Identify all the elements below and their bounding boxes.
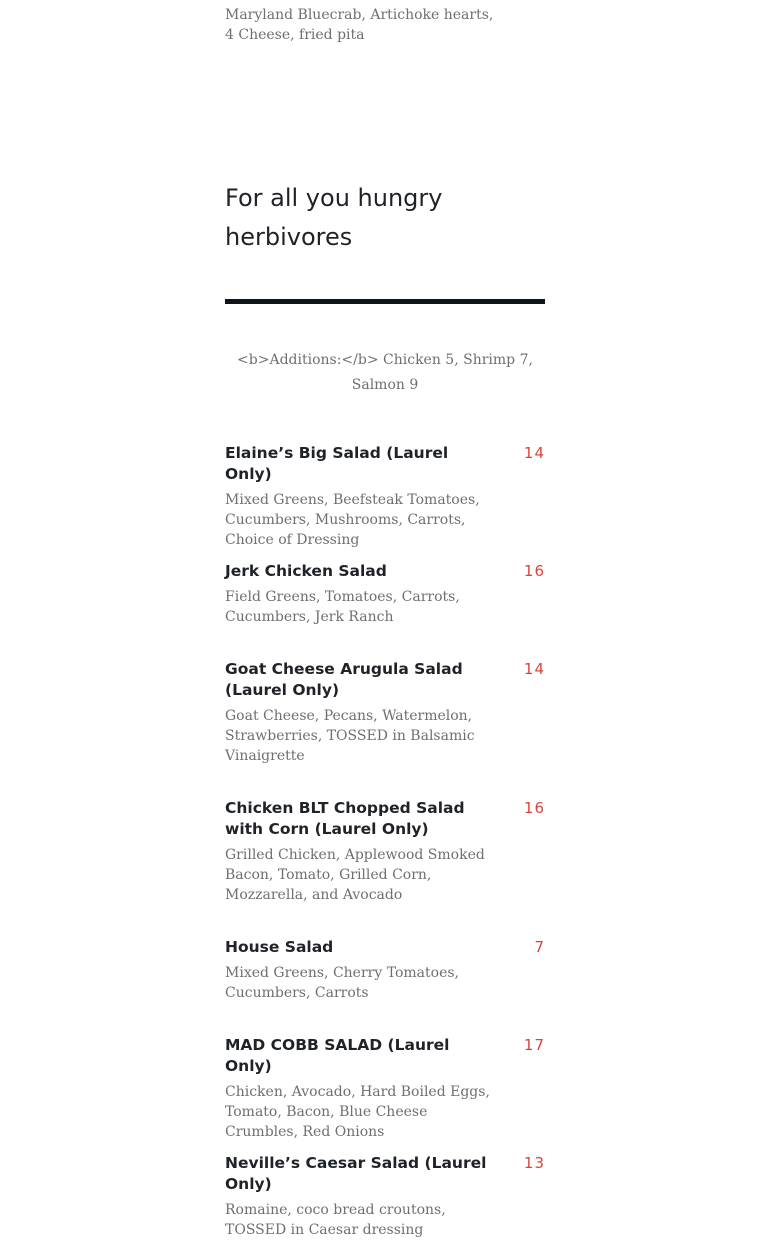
menu-item-name: Chicken BLT Chopped Salad with Corn (Laurel Only): [225, 799, 465, 838]
menu-item-name: Neville’s Caesar Salad (Laurel Only): [225, 1154, 487, 1193]
menu-item-price: 16: [523, 799, 545, 817]
menu-item: [225, 659, 545, 766]
menu-item-description: Field Greens, Tomatoes, Carrots, Cucumbers, Jerk Ranch: [225, 589, 460, 625]
menu-item-description: Chicken, Avocado, Hard Boiled Eggs, Tomato, Bacon, Blue Cheese Crumbles, Red Onions: [225, 1084, 490, 1140]
menu-item: [225, 937, 545, 1003]
menu-item-description: Mixed Greens, Cherry Tomatoes, Cucumbers, Carrots: [225, 965, 459, 1001]
additions-note: <b>Additions:</b> Chicken 5, Shrimp 7, Salmon 9: [237, 352, 533, 393]
section-title: For all you hungry herbivores: [225, 184, 443, 251]
menu-item-description: Goat Cheese, Pecans, Watermelon, Strawberries, TOSSED in Balsamic Vinaigrette: [225, 708, 475, 764]
menu-item-price: 7: [534, 938, 545, 956]
menu-item: [225, 1153, 545, 1240]
menu-item-description: Mixed Greens, Beefsteak Tomatoes, Cucumbers, Mushrooms, Carrots, Choice of Dressing: [225, 492, 480, 548]
menu-item-name: Elaine’s Big Salad (Laurel Only): [225, 444, 449, 483]
menu-item-price: 16: [523, 562, 545, 580]
menu-item-name: Jerk Chicken Salad: [225, 562, 387, 580]
menu-item-description: Grilled Chicken, Applewood Smoked Bacon, Tomato, Grilled Corn, Mozzarella, and Avocado: [225, 847, 485, 903]
section-divider: [225, 299, 545, 304]
menu-item: [225, 561, 545, 627]
menu-item-name: Goat Cheese Arugula Salad (Laurel Only): [225, 660, 463, 699]
menu-item: [225, 443, 545, 550]
previous-item-description: Maryland Bluecrab, Artichoke hearts, 4 Cheese, fried pita: [225, 7, 494, 43]
menu-item-price: 13: [523, 1154, 545, 1172]
menu-item-name: House Salad: [225, 938, 334, 956]
menu-item-price: 17: [523, 1036, 545, 1054]
menu-item-price: 14: [523, 444, 545, 462]
menu-item-price: 14: [523, 660, 545, 678]
menu-item-description: Romaine, coco bread croutons, TOSSED in Caesar dressing: [225, 1202, 446, 1238]
menu-item: [225, 798, 545, 905]
menu-item: [225, 1035, 545, 1142]
menu-item-name: MAD COBB SALAD (Laurel Only): [225, 1036, 450, 1075]
